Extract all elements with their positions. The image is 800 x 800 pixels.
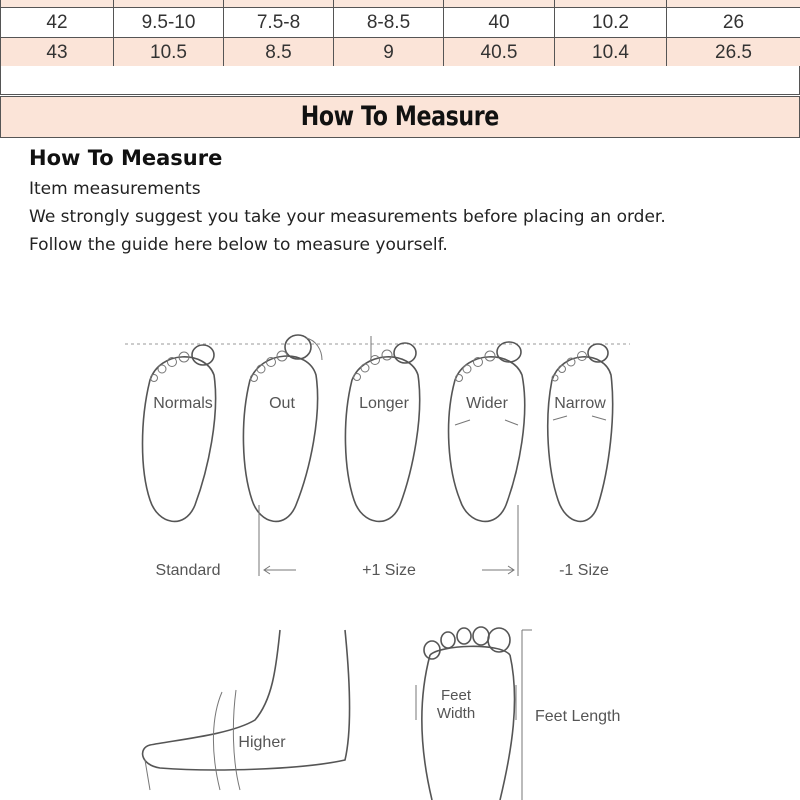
table-cell: 26	[667, 8, 800, 38]
label-plus-one-size: +1 Size	[362, 562, 416, 579]
section-banner	[0, 96, 800, 138]
table-cell: 10.2	[555, 8, 667, 38]
label-normals: Normals	[153, 395, 213, 412]
foot-side-view-icon	[143, 630, 350, 790]
label-standard: Standard	[155, 562, 221, 579]
label-feet-length: Feet Length	[535, 708, 621, 725]
label-longer: Longer	[359, 395, 409, 412]
foot-normals-icon	[143, 345, 216, 521]
label-out: Out	[269, 395, 295, 412]
table-row	[1, 38, 800, 68]
label-wider: Wider	[466, 395, 508, 412]
label-narrow: Narrow	[554, 395, 606, 412]
guide-heading: How To Measure	[29, 146, 223, 170]
table-cell: 10.4	[555, 38, 667, 68]
foot-longer-icon	[345, 336, 419, 521]
table-cell	[334, 0, 444, 8]
table-spacer	[0, 66, 800, 95]
label-minus-one-size: -1 Size	[559, 562, 609, 579]
table-row	[1, 0, 800, 8]
table-cell: 8.5	[224, 38, 334, 68]
banner-title: How To Measure	[300, 101, 500, 132]
table-cell: 42	[1, 8, 114, 38]
foot-diagram	[0, 320, 800, 800]
guide-line-suggestion: We strongly suggest you take your measurements before placing an order.	[29, 207, 666, 227]
table-cell	[1, 0, 114, 8]
table-cell: 40.5	[444, 38, 555, 68]
table-cell	[114, 0, 224, 8]
table-cell: 40	[444, 8, 555, 38]
guide-line-item-measurements: Item measurements	[29, 179, 201, 199]
table-cell	[444, 0, 555, 8]
label-feet-width-2: Width	[436, 705, 476, 722]
table-cell: 43	[1, 38, 114, 68]
label-higher: Higher	[238, 734, 286, 751]
table-cell	[667, 0, 800, 8]
table-cell: 9	[334, 38, 444, 68]
foot-measure-illustration	[0, 320, 800, 800]
foot-out-icon	[243, 335, 322, 521]
guide-line-follow: Follow the guide here below to measure yourself.	[29, 235, 448, 255]
arrow-left-icon	[264, 566, 296, 574]
arrow-right-icon	[482, 566, 514, 574]
table-row	[1, 8, 800, 38]
table-cell: 7.5-8	[224, 8, 334, 38]
table-cell: 10.5	[114, 38, 224, 68]
label-feet-width-1: Feet	[440, 687, 472, 704]
table-cell	[224, 0, 334, 8]
foot-wider-icon	[449, 342, 525, 521]
table-cell: 8-8.5	[334, 8, 444, 38]
table-cell	[555, 0, 667, 8]
table-cell: 26.5	[667, 38, 800, 68]
size-table	[0, 0, 800, 68]
table-cell: 9.5-10	[114, 8, 224, 38]
foot-narrow-icon	[548, 344, 613, 521]
